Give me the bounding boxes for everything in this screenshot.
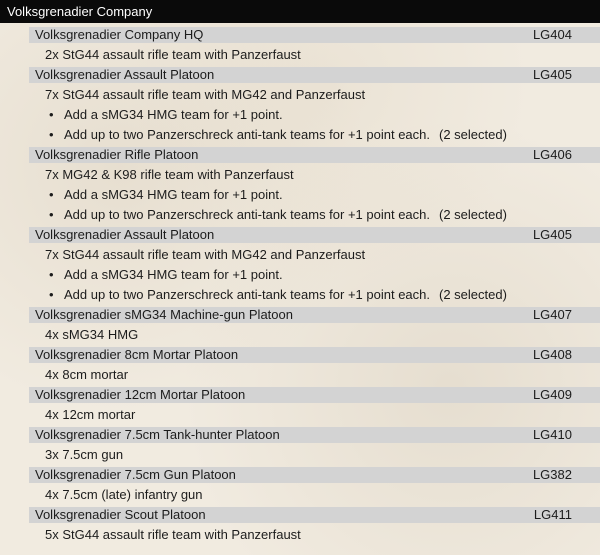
unit-composition: 2x StG44 assault rifle team with Panzerfaust (45, 47, 301, 62)
unit-header-row[interactable] (29, 467, 600, 483)
unit-header-row[interactable] (29, 387, 600, 403)
unit-header-row[interactable] (29, 147, 600, 163)
unit-name: Volksgrenadier Company HQ (35, 27, 204, 42)
unit-name: Volksgrenadier 7.5cm Tank-hunter Platoon (35, 427, 280, 442)
bullet-icon: • (49, 127, 54, 142)
unit-header-row[interactable] (29, 347, 600, 363)
bullet-icon: • (49, 287, 54, 302)
unit-composition: 7x MG42 & K98 rifle team with Panzerfaust (45, 167, 294, 182)
bullet-icon: • (49, 267, 54, 282)
unit-details (29, 363, 600, 387)
option-selected-count: (2 selected) (439, 287, 507, 302)
unit-code: LG411 (533, 507, 572, 522)
option-text: Add up to two Panzerschreck anti-tank teams for +1 point each. (64, 287, 431, 302)
unit-name: Volksgrenadier Assault Platoon (35, 67, 215, 82)
unit-composition: 4x sMG34 HMG (45, 327, 139, 342)
unit-code: LG409 (532, 387, 572, 402)
unit-name: Volksgrenadier sMG34 Machine-gun Platoon (35, 307, 293, 322)
unit-header-row[interactable] (29, 507, 600, 523)
unit-code: LG410 (532, 427, 572, 442)
unit-details (29, 403, 600, 427)
unit-composition: 7x StG44 assault rifle team with MG42 and Panzerfaust (45, 87, 366, 102)
unit-code: LG405 (532, 67, 572, 82)
unit-composition: 4x 12cm mortar (45, 407, 136, 422)
unit-name: Volksgrenadier Assault Platoon (35, 227, 215, 242)
unit-header-row[interactable] (29, 307, 600, 323)
unit-name: Volksgrenadier 7.5cm Gun Platoon (35, 467, 236, 482)
unit-composition: 4x 7.5cm (late) infantry gun (45, 487, 203, 502)
unit-details (29, 43, 600, 67)
unit-name: Volksgrenadier 8cm Mortar Platoon (35, 347, 239, 362)
unit-code: LG408 (532, 347, 572, 362)
unit-composition: 7x StG44 assault rifle team with MG42 and Panzerfaust (45, 247, 366, 262)
unit-list (0, 27, 600, 547)
unit-option[interactable] (29, 286, 600, 306)
unit-details (29, 83, 600, 147)
unit-code: LG404 (532, 27, 572, 42)
unit-details (29, 483, 600, 507)
unit-header-row[interactable] (29, 227, 600, 243)
unit-composition: 4x 8cm mortar (45, 367, 129, 382)
option-selected-count: (2 selected) (439, 207, 507, 222)
unit-option[interactable] (29, 206, 600, 226)
unit-details (29, 243, 600, 307)
option-text: Add up to two Panzerschreck anti-tank teams for +1 point each. (64, 207, 431, 222)
option-text: Add up to two Panzerschreck anti-tank teams for +1 point each. (64, 127, 431, 142)
unit-composition: 5x StG44 assault rifle team with Panzerfaust (45, 527, 301, 542)
unit-code: LG382 (532, 467, 572, 482)
unit-code: LG406 (532, 147, 572, 162)
unit-header-row[interactable] (29, 27, 600, 43)
option-text: Add a sMG34 HMG team for +1 point. (64, 107, 283, 122)
unit-code: LG405 (532, 227, 572, 242)
unit-header-row[interactable] (29, 427, 600, 443)
option-text: Add a sMG34 HMG team for +1 point. (64, 187, 283, 202)
unit-name: Volksgrenadier Rifle Platoon (35, 147, 199, 162)
unit-option[interactable] (29, 126, 600, 146)
unit-name: Volksgrenadier 12cm Mortar Platoon (35, 387, 246, 402)
unit-option[interactable] (29, 266, 600, 286)
company-header (0, 0, 600, 23)
option-text: Add a sMG34 HMG team for +1 point. (64, 267, 283, 282)
unit-option[interactable] (29, 106, 600, 126)
unit-header-row[interactable] (29, 67, 600, 83)
unit-details (29, 163, 600, 227)
bullet-icon: • (49, 187, 54, 202)
option-selected-count: (2 selected) (439, 127, 507, 142)
unit-details (29, 323, 600, 347)
bullet-icon: • (49, 207, 54, 222)
unit-option[interactable] (29, 186, 600, 206)
unit-details (29, 443, 600, 467)
unit-name: Volksgrenadier Scout Platoon (35, 507, 206, 522)
bullet-icon: • (49, 107, 54, 122)
unit-details (29, 523, 600, 547)
unit-code: LG407 (532, 307, 572, 322)
unit-composition: 3x 7.5cm gun (45, 447, 124, 462)
company-title: Volksgrenadier Company (7, 4, 153, 19)
